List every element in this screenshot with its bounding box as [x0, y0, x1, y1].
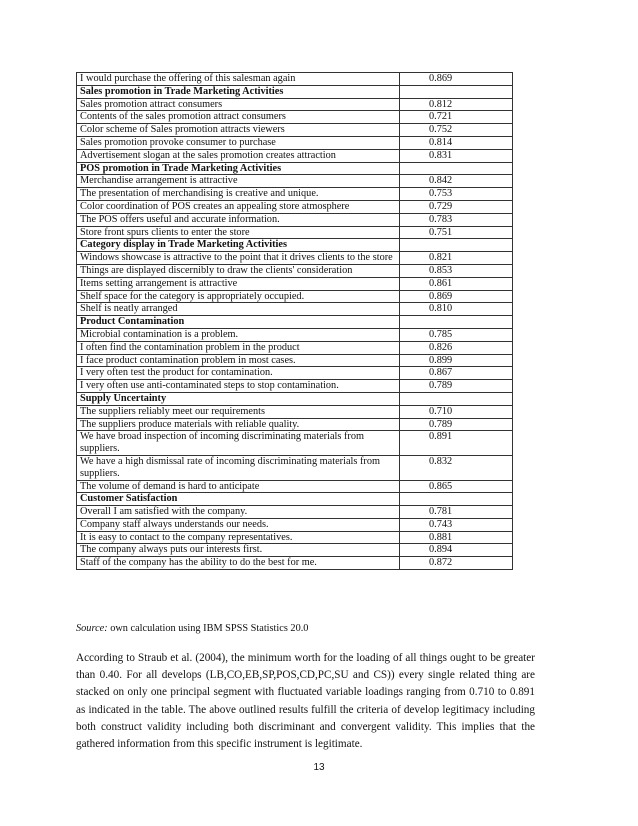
loading-value: 0.751 — [400, 226, 513, 239]
source-text: own calculation using IBM SPSS Statistics 20.0 — [107, 623, 309, 634]
item-statement: The company always puts our interests first. — [77, 544, 400, 557]
table-row — [77, 303, 513, 316]
table-row — [77, 544, 513, 557]
loading-value — [400, 162, 513, 175]
loading-value: 0.891 — [400, 431, 513, 456]
section-title: Customer Satisfaction — [77, 493, 400, 506]
item-statement: Overall I am satisfied with the company. — [77, 506, 400, 519]
loading-value: 0.783 — [400, 213, 513, 226]
item-statement: Shelf is neatly arranged — [77, 303, 400, 316]
table-row — [77, 557, 513, 570]
loading-value: 0.867 — [400, 367, 513, 380]
item-statement: Color scheme of Sales promotion attracts viewers — [77, 124, 400, 137]
item-statement: Microbial contamination is a problem. — [77, 328, 400, 341]
loading-value: 0.831 — [400, 149, 513, 162]
loading-value: 0.752 — [400, 124, 513, 137]
item-statement: Merchandise arrangement is attractive — [77, 175, 400, 188]
loading-value: 0.729 — [400, 200, 513, 213]
loading-value: 0.710 — [400, 405, 513, 418]
section-title: Category display in Trade Marketing Activities — [77, 239, 400, 252]
table-row — [77, 431, 513, 456]
item-statement: Items setting arrangement is attractive — [77, 277, 400, 290]
loading-value: 0.832 — [400, 455, 513, 480]
item-statement: Advertisement slogan at the sales promotion creates attraction — [77, 149, 400, 162]
item-statement: The volume of demand is hard to anticipate — [77, 480, 400, 493]
section-header-row — [77, 239, 513, 252]
item-statement: Contents of the sales promotion attract consumers — [77, 111, 400, 124]
table-row — [77, 341, 513, 354]
table-row — [77, 405, 513, 418]
table-row — [77, 380, 513, 393]
table-row — [77, 98, 513, 111]
page-number: 13 — [313, 762, 325, 773]
item-statement: Store front spurs clients to enter the store — [77, 226, 400, 239]
item-statement: Color coordination of POS creates an appealing store atmosphere — [77, 200, 400, 213]
table-row — [77, 480, 513, 493]
table-row — [77, 73, 513, 86]
item-statement: The presentation of merchandising is creative and unique. — [77, 188, 400, 201]
table-row — [77, 188, 513, 201]
loading-value — [400, 316, 513, 329]
item-statement: Windows showcase is attractive to the point that it drives clients to the store — [77, 252, 400, 265]
table-row — [77, 226, 513, 239]
loading-value: 0.865 — [400, 480, 513, 493]
loading-value: 0.894 — [400, 544, 513, 557]
section-header-row — [77, 392, 513, 405]
table-row — [77, 290, 513, 303]
loading-value — [400, 493, 513, 506]
item-statement: Staff of the company has the ability to do the best for me. — [77, 557, 400, 570]
loading-value: 0.821 — [400, 252, 513, 265]
item-statement: It is easy to contact to the company representatives. — [77, 531, 400, 544]
item-statement: The suppliers reliably meet our requirements — [77, 405, 400, 418]
item-statement: I very often test the product for contamination. — [77, 367, 400, 380]
item-statement: I often find the contamination problem in the product — [77, 341, 400, 354]
section-title: Product Contamination — [77, 316, 400, 329]
section-title: Supply Uncertainty — [77, 392, 400, 405]
item-statement: Sales promotion provoke consumer to purchase — [77, 136, 400, 149]
loading-value: 0.812 — [400, 98, 513, 111]
factor-loadings-table — [76, 72, 513, 570]
item-statement: We have a high dismissal rate of incoming discriminating materials from suppliers. — [77, 455, 400, 480]
item-statement: Things are displayed discernibly to draw the clients' consideration — [77, 264, 400, 277]
table-row — [77, 506, 513, 519]
table-row — [77, 264, 513, 277]
loading-value: 0.899 — [400, 354, 513, 367]
section-header-row — [77, 85, 513, 98]
table-row — [77, 455, 513, 480]
loading-value — [400, 85, 513, 98]
loading-value: 0.753 — [400, 188, 513, 201]
loading-value: 0.869 — [400, 290, 513, 303]
loading-value: 0.881 — [400, 531, 513, 544]
loading-value: 0.853 — [400, 264, 513, 277]
item-statement: We have broad inspection of incoming discriminating materials from suppliers. — [77, 431, 400, 456]
table-row — [77, 531, 513, 544]
section-title: POS promotion in Trade Marketing Activities — [77, 162, 400, 175]
table-source-note — [76, 623, 308, 634]
item-statement: The suppliers produce materials with reliable quality. — [77, 418, 400, 431]
table-row — [77, 354, 513, 367]
table-row — [77, 200, 513, 213]
loading-value: 0.842 — [400, 175, 513, 188]
loading-value: 0.872 — [400, 557, 513, 570]
table-row — [77, 111, 513, 124]
table-row — [77, 328, 513, 341]
table-row — [77, 175, 513, 188]
loading-value: 0.810 — [400, 303, 513, 316]
section-header-row — [77, 162, 513, 175]
loading-value: 0.826 — [400, 341, 513, 354]
item-statement: Shelf space for the category is appropriately occupied. — [77, 290, 400, 303]
section-header-row — [77, 493, 513, 506]
table-row — [77, 149, 513, 162]
item-statement: The POS offers useful and accurate information. — [77, 213, 400, 226]
item-statement: I would purchase the offering of this salesman again — [77, 73, 400, 86]
table-row — [77, 213, 513, 226]
loading-value: 0.781 — [400, 506, 513, 519]
section-header-row — [77, 316, 513, 329]
loading-value — [400, 392, 513, 405]
loading-value: 0.743 — [400, 518, 513, 531]
body-paragraph: According to Straub et al. (2004), the minimum worth for the loading of all things ought to be greater than 0.40. For all develops (LB,CO,EB,SP,POS,CD,PC,SU and CS)) every single related thing are stacked on only one principal segment with fluctuated variable loadings ranging from 0.710 to 0.891 as indicated in the table. The above outlined results fulfill the criteria of develop legitimacy including both construct validity including both discriminant and convergent validity. This implies that the gathered information from this specific instrument is legitimate. — [76, 652, 535, 751]
loading-value — [400, 239, 513, 252]
loading-value: 0.785 — [400, 328, 513, 341]
section-title: Sales promotion in Trade Marketing Activities — [77, 85, 400, 98]
item-statement: I face product contamination problem in most cases. — [77, 354, 400, 367]
item-statement: I very often use anti-contaminated steps to stop contamination. — [77, 380, 400, 393]
item-statement: Sales promotion attract consumers — [77, 98, 400, 111]
loading-value: 0.861 — [400, 277, 513, 290]
table-row — [77, 277, 513, 290]
loading-value: 0.789 — [400, 380, 513, 393]
table-row — [77, 518, 513, 531]
loading-value: 0.721 — [400, 111, 513, 124]
table-row — [77, 124, 513, 137]
table-row — [77, 367, 513, 380]
item-statement: Company staff always understands our needs. — [77, 518, 400, 531]
source-label: Source: — [76, 623, 108, 634]
table-row — [77, 136, 513, 149]
loading-value: 0.869 — [400, 73, 513, 86]
loading-value: 0.814 — [400, 136, 513, 149]
table-body — [77, 73, 513, 570]
table-row — [77, 252, 513, 265]
table-row — [77, 418, 513, 431]
loading-value: 0.789 — [400, 418, 513, 431]
